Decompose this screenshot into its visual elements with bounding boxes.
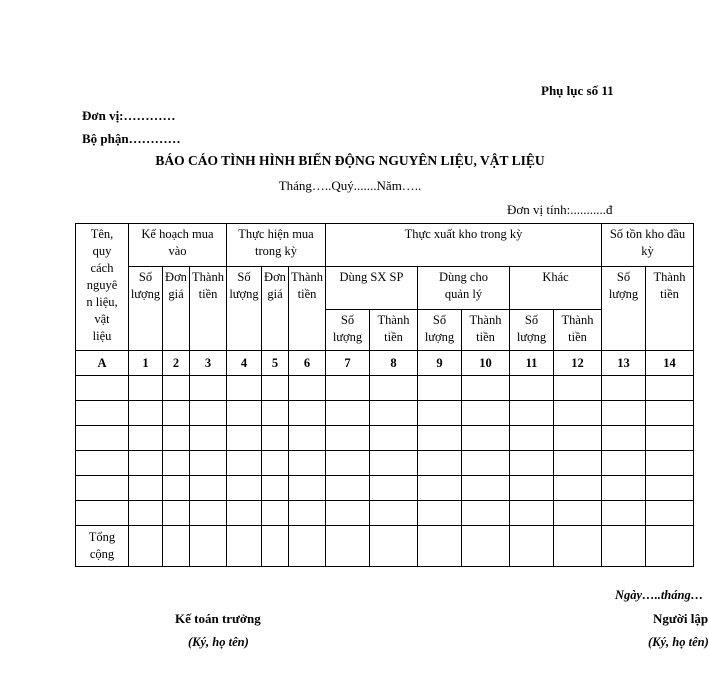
table-row <box>76 501 694 526</box>
table-cell <box>326 401 370 426</box>
table-cell <box>462 451 510 476</box>
table-cell <box>510 401 554 426</box>
management-quantity-header: Số lượng <box>418 310 462 351</box>
table-cell <box>76 426 129 451</box>
table-cell <box>370 501 418 526</box>
table-cell <box>262 426 289 451</box>
table-cell <box>510 426 554 451</box>
table-cell <box>262 526 289 567</box>
table-cell <box>326 451 370 476</box>
table-cell <box>190 426 227 451</box>
table-cell <box>602 451 646 476</box>
table-cell <box>554 376 602 401</box>
table-cell <box>129 476 163 501</box>
table-cell <box>163 451 190 476</box>
other-amount-header: Thành tiền <box>554 310 602 351</box>
index-cell: 1 <box>129 351 163 376</box>
unit-field: Đơn vị:………… <box>82 108 176 123</box>
table-cell <box>370 376 418 401</box>
table-cell <box>418 451 462 476</box>
table-cell <box>76 476 129 501</box>
table-cell <box>129 501 163 526</box>
table-cell <box>190 451 227 476</box>
table-cell <box>646 451 694 476</box>
plan-amount-header: Thành tiền <box>190 267 227 351</box>
table-cell <box>370 451 418 476</box>
table-cell <box>510 476 554 501</box>
table-cell <box>262 376 289 401</box>
table-cell <box>462 376 510 401</box>
table-cell <box>190 501 227 526</box>
report-table <box>75 223 694 567</box>
index-cell: 5 <box>262 351 289 376</box>
table-cell <box>370 401 418 426</box>
opening-stock-header: Số tồn kho đầu kỳ <box>602 224 694 267</box>
table-cell <box>190 401 227 426</box>
index-cell: 14 <box>646 351 694 376</box>
table-cell <box>418 501 462 526</box>
table-cell <box>289 426 326 451</box>
table-cell <box>163 376 190 401</box>
report-period: Tháng…..Quý.......Năm….. <box>278 178 422 193</box>
column-index-row <box>76 351 694 376</box>
table-cell <box>554 476 602 501</box>
table-row <box>76 476 694 501</box>
table-cell <box>646 401 694 426</box>
table-cell <box>289 501 326 526</box>
table-cell <box>227 376 262 401</box>
actual-amount-header: Thành tiền <box>289 267 326 351</box>
table-cell <box>646 426 694 451</box>
table-row <box>76 426 694 451</box>
table-cell <box>129 451 163 476</box>
actual-purchase-header: Thực hiện mua trong kỳ <box>227 224 326 267</box>
stock-quantity-header: Số lượng <box>602 267 646 351</box>
table-cell <box>262 451 289 476</box>
table-cell <box>554 526 602 567</box>
table-cell <box>326 476 370 501</box>
table-cell <box>326 426 370 451</box>
production-amount-header: Thành tiền <box>370 310 418 351</box>
table-cell <box>289 526 326 567</box>
table-cell <box>76 401 129 426</box>
table-cell <box>227 501 262 526</box>
table-cell <box>129 526 163 567</box>
table-cell <box>326 526 370 567</box>
appendix-label: Phụ lục số 11 <box>541 83 614 98</box>
data-rows <box>76 376 694 526</box>
table-cell <box>646 501 694 526</box>
table-cell <box>163 526 190 567</box>
table-row <box>76 376 694 401</box>
management-use-header: Dùng cho quản lý <box>418 267 510 310</box>
table-cell <box>462 401 510 426</box>
index-cell: 3 <box>190 351 227 376</box>
table-cell <box>462 476 510 501</box>
table-cell <box>370 526 418 567</box>
index-cell: 9 <box>418 351 462 376</box>
table-cell <box>129 401 163 426</box>
table-cell <box>554 501 602 526</box>
table-cell <box>262 501 289 526</box>
stock-amount-header: Thành tiền <box>646 267 694 351</box>
chief-accountant-sign-hint: (Ký, họ tên) <box>188 635 249 649</box>
production-quantity-header: Số lượng <box>326 310 370 351</box>
table-row <box>76 451 694 476</box>
table-cell <box>646 526 694 567</box>
table-cell <box>76 451 129 476</box>
actual-quantity-header: Số lượng <box>227 267 262 351</box>
table-cell <box>163 501 190 526</box>
chief-accountant-label: Kế toán trưởng <box>175 611 261 626</box>
table-cell <box>602 376 646 401</box>
management-amount-header: Thành tiền <box>462 310 510 351</box>
index-cell: 12 <box>554 351 602 376</box>
table-cell <box>163 401 190 426</box>
other-use-header: Khác <box>510 267 602 310</box>
table-cell <box>289 376 326 401</box>
index-cell: 8 <box>370 351 418 376</box>
table-cell <box>227 476 262 501</box>
table-cell <box>646 376 694 401</box>
table-cell <box>646 476 694 501</box>
table-cell <box>554 401 602 426</box>
department-field: Bộ phận………… <box>82 131 181 146</box>
table-cell <box>510 526 554 567</box>
table-row <box>76 401 694 426</box>
table-cell <box>554 451 602 476</box>
plan-quantity-header: Số lượng <box>129 267 163 351</box>
table-cell <box>510 376 554 401</box>
table-cell <box>602 526 646 567</box>
table-cell <box>326 501 370 526</box>
table-cell <box>602 426 646 451</box>
index-cell: 7 <box>326 351 370 376</box>
table-cell <box>510 501 554 526</box>
index-cell: 10 <box>462 351 510 376</box>
table-cell <box>418 426 462 451</box>
table-cell <box>262 401 289 426</box>
table-cell <box>418 401 462 426</box>
table-cell <box>190 526 227 567</box>
index-cell: 2 <box>163 351 190 376</box>
table-cell <box>129 376 163 401</box>
preparer-label: Người lập <box>653 611 709 626</box>
table-cell <box>462 426 510 451</box>
table-cell <box>418 376 462 401</box>
table-cell <box>227 451 262 476</box>
table-cell <box>602 476 646 501</box>
index-cell: 6 <box>289 351 326 376</box>
index-cell: A <box>76 351 129 376</box>
currency-unit: Đơn vị tính:...........đ <box>507 202 613 217</box>
actual-issue-header: Thực xuất kho trong kỳ <box>326 224 602 267</box>
table-cell <box>227 401 262 426</box>
table-cell <box>289 476 326 501</box>
table-cell <box>289 401 326 426</box>
other-quantity-header: Số lượng <box>510 310 554 351</box>
index-cell: 4 <box>227 351 262 376</box>
table-cell <box>370 426 418 451</box>
actual-unit-price-header: Đơn giá <box>262 267 289 351</box>
table-cell <box>76 501 129 526</box>
table-cell <box>190 376 227 401</box>
table-cell <box>289 451 326 476</box>
table-cell <box>418 476 462 501</box>
table-cell <box>163 476 190 501</box>
index-cell: 13 <box>602 351 646 376</box>
table-cell <box>129 426 163 451</box>
table-cell <box>510 451 554 476</box>
preparer-sign-hint: (Ký, họ tên) <box>648 635 709 649</box>
table-cell <box>370 476 418 501</box>
report-title: BÁO CÁO TÌNH HÌNH BIẾN ĐỘNG NGUYÊN LIỆU, VẬT LIỆU <box>155 153 545 168</box>
total-label: Tổng cộng <box>76 526 129 567</box>
table-cell <box>163 426 190 451</box>
material-name-header: Tên, quy cách nguyê n liệu, vật liệu <box>76 224 129 351</box>
table-cell <box>326 376 370 401</box>
table-cell <box>227 426 262 451</box>
plan-purchase-header: Kế hoạch mua vào <box>129 224 227 267</box>
table-cell <box>462 501 510 526</box>
table-cell <box>262 476 289 501</box>
table-cell <box>462 526 510 567</box>
table-cell <box>190 476 227 501</box>
signature-date: Ngày…..tháng… <box>615 588 704 602</box>
total-row <box>76 526 694 567</box>
table-cell <box>602 501 646 526</box>
production-use-header: Dùng SX SP <box>326 267 418 310</box>
table-cell <box>554 426 602 451</box>
table-cell <box>418 526 462 567</box>
index-cell: 11 <box>510 351 554 376</box>
table-cell <box>76 376 129 401</box>
plan-unit-price-header: Đơn giá <box>163 267 190 351</box>
table-cell <box>227 526 262 567</box>
table-cell <box>602 401 646 426</box>
